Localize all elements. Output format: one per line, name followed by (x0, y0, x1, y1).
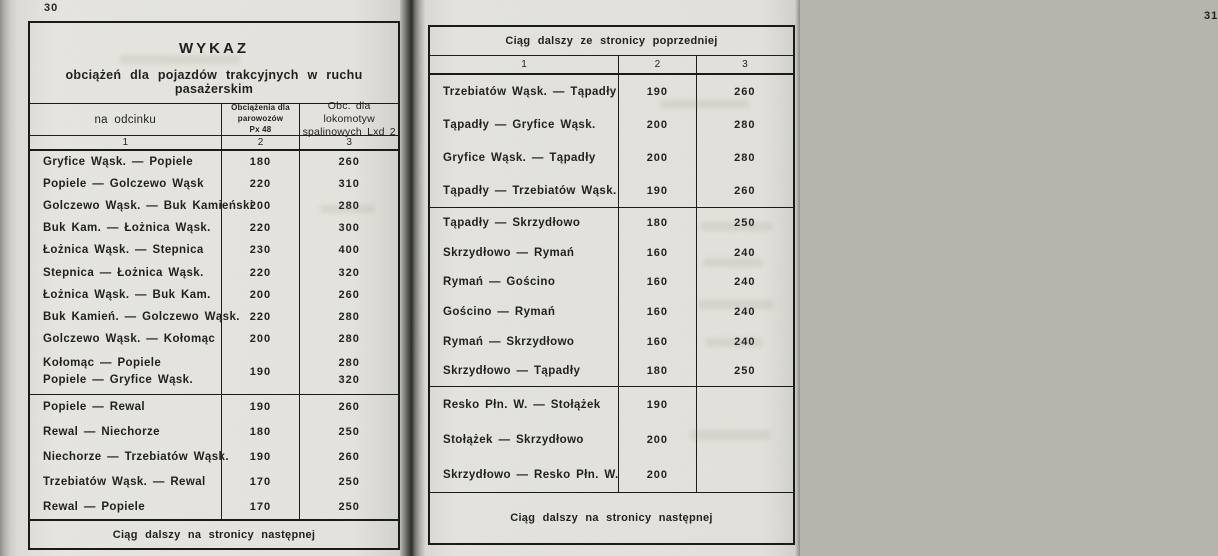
px48-load-cell: 200 (618, 108, 696, 141)
column-number-row (30, 135, 398, 149)
table-row (430, 108, 793, 141)
route-line: Kołomąc — Popiele (43, 357, 162, 370)
header-lxd2-line1: Obc. dla lokomotyw (323, 99, 375, 125)
table-row (430, 387, 793, 422)
continuation-footer-right: Ciąg dalszy na stronicy następnej (510, 512, 713, 524)
table-row (30, 420, 398, 445)
route-cell: Stepnica — Łożnica Wąsk. (43, 266, 204, 279)
lxd2-load-cell: 280 (696, 141, 793, 174)
table-section (430, 208, 793, 386)
px48-load-cell: 200 (618, 422, 696, 457)
px48-load-cell: 220 (221, 306, 300, 328)
table-section (30, 151, 398, 394)
table-row (430, 457, 793, 492)
lxd2-load-cell: 260 (696, 174, 793, 207)
table-row (430, 174, 793, 207)
lxd2-load-cell: 280 (696, 108, 793, 141)
lxd2-load-value: 280 (338, 357, 360, 370)
page-number-left: 30 (44, 2, 59, 14)
lxd2-load-cell: 280 (299, 328, 398, 350)
lxd2-load-value: 320 (338, 374, 360, 387)
continuation-footer-left: Ciąg dalszy na stronicy następnej (112, 528, 316, 541)
route-cell: Rewal — Niechorze (43, 426, 160, 439)
lxd2-load-cell: 260 (696, 75, 793, 108)
route-cell: Gryfice Wąsk. — Tąpadły (443, 151, 596, 164)
px48-load-cell: 160 (618, 327, 696, 357)
table-row (430, 208, 793, 238)
px48-load-cell: 170 (221, 494, 300, 519)
lxd2-load-cell: 310 (299, 173, 398, 195)
lxd2-load-cell: 240 (696, 267, 793, 297)
px48-load-cell: 220 (221, 261, 300, 283)
column-header-row (30, 99, 398, 139)
col-number-1: 1 (122, 137, 129, 148)
route-cell: Popiele — Rewal (43, 401, 146, 414)
col-number-1: 1 (521, 59, 527, 70)
lxd2-load-cell: 260 (299, 395, 398, 420)
px48-load-cell: 190 (221, 395, 300, 420)
px48-load-cell: 180 (618, 356, 696, 386)
table-section (30, 395, 398, 519)
table-row (30, 261, 398, 283)
px48-load-cell: 220 (221, 173, 300, 195)
px48-load-cell: 200 (618, 457, 696, 492)
lxd2-load-cell (696, 387, 793, 422)
route-cell: Rymań — Skrzydłowo (443, 335, 575, 348)
px48-load-cell: 200 (221, 284, 300, 306)
header-px48-line2: Px 48 (249, 124, 272, 134)
right-table-body (430, 73, 793, 543)
route-cell: Niechorze — Trzebiatów Wąsk. (43, 450, 229, 463)
route-cell: Gościno — Rymań (443, 305, 556, 318)
table-section (430, 75, 793, 207)
lxd2-load-cell (696, 457, 793, 492)
px48-load-cell: 160 (618, 238, 696, 268)
table-row (30, 494, 398, 519)
table-row (30, 284, 398, 306)
lxd2-load-cell: 250 (299, 420, 398, 445)
continuation-header: Ciąg dalszy ze stronicy poprzedniej (505, 35, 718, 47)
lxd2-load-cell: 320 (299, 261, 398, 283)
px48-load-cell: 200 (618, 141, 696, 174)
px48-load-cell: 190 (618, 387, 696, 422)
right-load-table (428, 25, 795, 545)
route-cell: Rewal — Popiele (43, 500, 146, 513)
table-row (30, 350, 398, 394)
table-row (430, 422, 793, 457)
px48-load-cell: 190 (618, 174, 696, 207)
header-lxd2 (299, 99, 398, 139)
route-cell: Golczewo Wąsk. — Kołomąc (43, 332, 216, 345)
route-cell: Stołążek — Skrzydłowo (443, 433, 584, 446)
table-row (30, 195, 398, 217)
route-cell: Rymań — Gościno (443, 276, 556, 289)
header-px48 (221, 104, 300, 135)
table-section (430, 387, 793, 492)
px48-load-cell: 160 (618, 267, 696, 297)
column-number-row (430, 55, 793, 73)
lxd2-load-cell: 250 (696, 208, 793, 238)
route-cell: Skrzydłowo — Tąpadły (443, 365, 581, 378)
table-row (30, 306, 398, 328)
header-na-odcinku: na odcinku (94, 113, 157, 126)
route-cell: Tąpadły — Trzebiatów Wąsk. (443, 184, 617, 197)
route-cell: Buk Kamień. — Golczewo Wąsk. (43, 310, 240, 323)
document-subtitle: obciążeń dla pojazdów trakcyjnych w ruchu pasażerskim (65, 68, 363, 96)
lxd2-load-cell: 240 (696, 327, 793, 357)
table-row (430, 267, 793, 297)
lxd2-load-cell: 280 (299, 195, 398, 217)
lxd2-load-cell: 260 (299, 151, 398, 173)
px48-load-cell: 190 (618, 75, 696, 108)
table-row (30, 445, 398, 470)
lxd2-load-cell: 240 (696, 297, 793, 327)
px48-load-cell: 180 (221, 420, 300, 445)
lxd2-load-cell: 260 (299, 445, 398, 470)
table-row (30, 328, 398, 350)
lxd2-load-cell: 240 (696, 238, 793, 268)
scan-left-edge (0, 0, 16, 556)
table-row (430, 141, 793, 174)
route-line: Popiele — Gryfice Wąsk. (43, 374, 194, 387)
px48-load-cell: 200 (221, 195, 300, 217)
lxd2-load-cell (696, 422, 793, 457)
route-cell: Tąpadły — Skrzydłowo (443, 216, 581, 229)
lxd2-load-cell: 260 (299, 284, 398, 306)
route-cell: Trzebiatów Wąsk. — Tąpadły (443, 85, 617, 98)
table-row (430, 75, 793, 108)
lxd2-load-cell: 250 (696, 356, 793, 386)
left-load-table (28, 21, 400, 550)
route-cell: Resko Płn. W. — Stołążek (443, 398, 601, 411)
px48-load-cell: 190 (221, 445, 300, 470)
px48-load-cell: 220 (221, 217, 300, 239)
table-row (30, 173, 398, 195)
book-binding-gutter (400, 0, 425, 556)
route-cell: Skrzydłowo — Rymań (443, 246, 575, 259)
route-cell (30, 350, 221, 394)
table-title-block (30, 23, 398, 103)
route-cell: Golczewo Wąsk. — Buk Kamieński (43, 200, 254, 213)
route-cell: Buk Kam. — Łożnica Wąsk. (43, 222, 211, 235)
header-lxd2-line2: spalinowych Lxd 2 (302, 126, 396, 139)
route-cell: Łożnica Wąsk. — Buk Kam. (43, 288, 211, 301)
route-cell: Gryfice Wąsk. — Popiele (43, 156, 194, 169)
lxd2-load-cell (299, 350, 398, 394)
table-row (430, 238, 793, 268)
page-number-right: 31 (1204, 10, 1218, 22)
px48-load-cell: 180 (618, 208, 696, 238)
px48-load-cell: 180 (221, 151, 300, 173)
table-row (30, 469, 398, 494)
table-row (430, 297, 793, 327)
route-cell: Trzebiatów Wąsk. — Rewal (43, 475, 206, 488)
route-cell: Tąpadły — Gryfice Wąsk. (443, 118, 596, 131)
col-number-2: 2 (618, 56, 696, 73)
header-px48-line1: Obciążenia dla parowozów (231, 103, 290, 124)
route-cell: Skrzydłowo — Resko Płn. W. (443, 468, 619, 481)
table-row (30, 239, 398, 261)
px48-load-cell: 230 (221, 239, 300, 261)
lxd2-load-cell: 300 (299, 217, 398, 239)
table-row (30, 395, 398, 420)
table-row (430, 327, 793, 357)
lxd2-load-cell: 250 (299, 469, 398, 494)
px48-load-cell: 160 (618, 297, 696, 327)
left-table-body (30, 149, 398, 548)
col-number-2: 2 (221, 136, 300, 149)
col-number-3: 3 (299, 136, 398, 149)
table-row (30, 217, 398, 239)
table-row (430, 356, 793, 386)
route-cell: Popiele — Golczewo Wąsk (43, 178, 204, 191)
px48-load-cell: 200 (221, 328, 300, 350)
lxd2-load-cell: 250 (299, 494, 398, 519)
px48-load-cell: 190 (221, 350, 300, 394)
document-title: WYKAZ (179, 40, 249, 57)
route-cell: Łożnica Wąsk. — Stepnica (43, 244, 204, 257)
col-number-3: 3 (696, 56, 793, 73)
table-row (30, 151, 398, 173)
lxd2-load-cell: 400 (299, 239, 398, 261)
lxd2-load-cell: 280 (299, 306, 398, 328)
px48-load-cell: 170 (221, 469, 300, 494)
